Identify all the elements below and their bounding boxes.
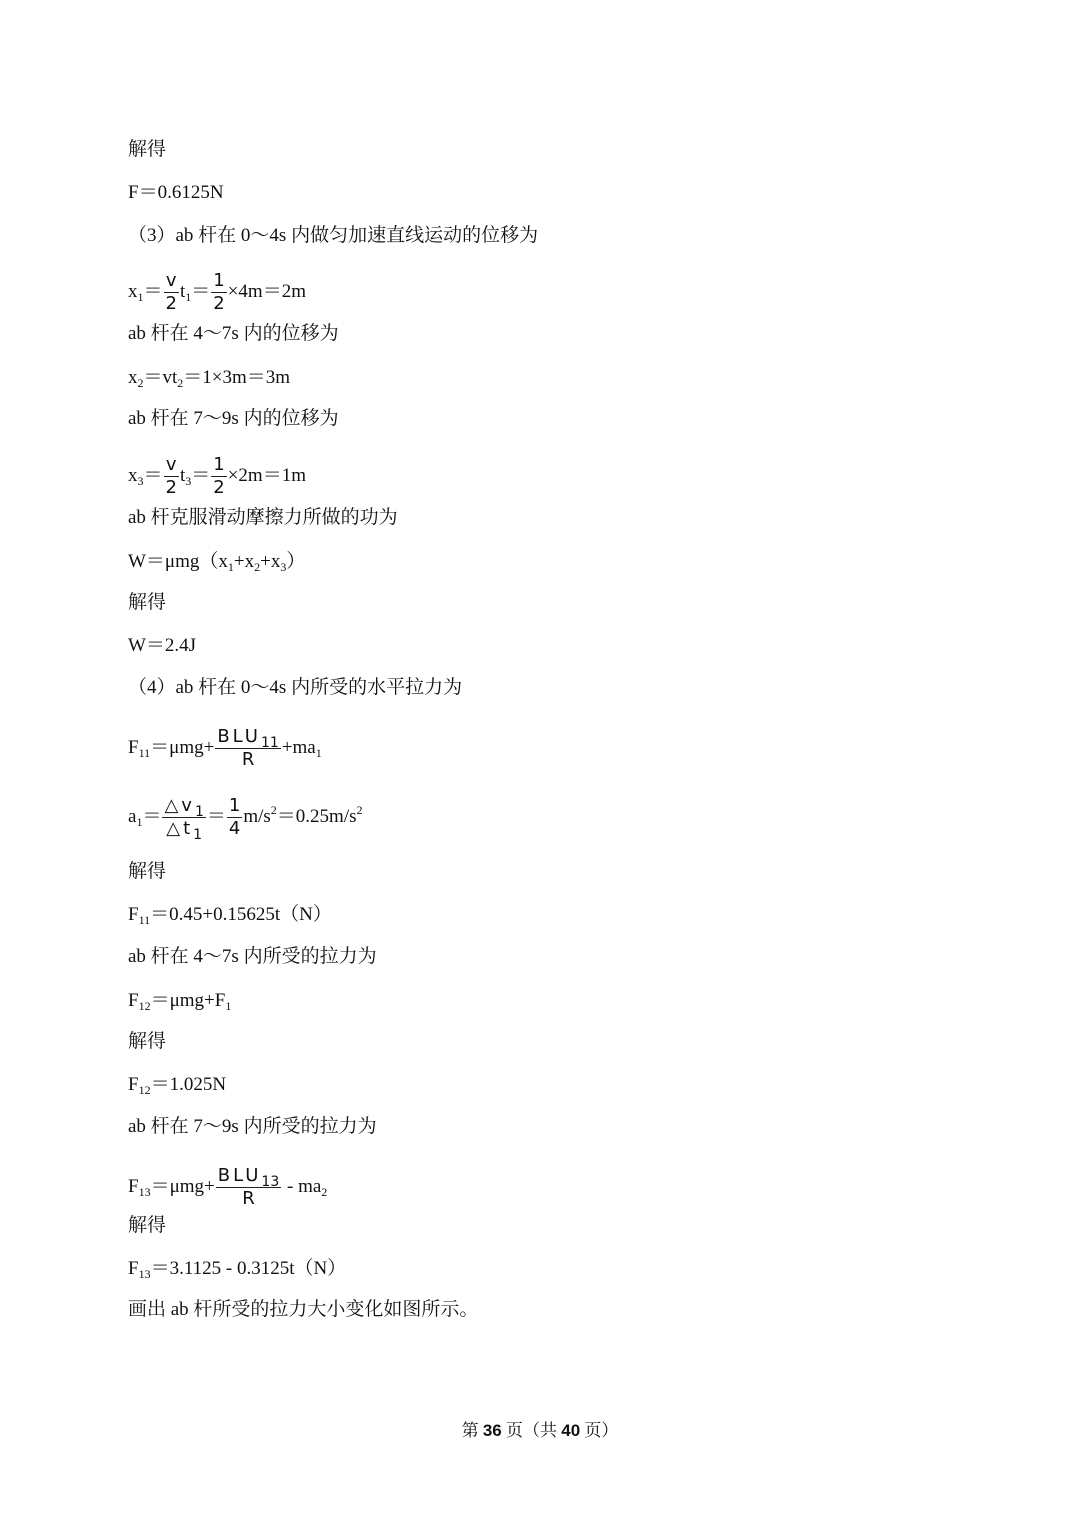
result-work: W＝2.4J (128, 635, 197, 656)
text-line-solve-2: 解得 (128, 592, 167, 613)
fraction-v-over-2: $\frac{v}{2}$ (165, 454, 177, 498)
fraction-blu13-over-r: $\frac{BLU_{13}}{R}$ (217, 1165, 280, 1209)
result-f11: $F_{11}=0.45+0.15625t(N)$ (128, 904, 332, 927)
fraction-blu11-over-r: $\frac{BLU_{11}}{R}$ (217, 726, 279, 770)
equation-f13: $F_{13}=\mu mg+$ $\frac{BLU_{13}}{R}$ - $ma_2$ (128, 1165, 328, 1209)
text-line-solve-1: 解得 (128, 139, 167, 160)
text-line-solve-5: 解得 (128, 1215, 167, 1236)
equation-f11: $F_{11}=\mu mg+$ $\frac{BLU_{11}}{R}$ $+ma_1$ (128, 726, 322, 770)
fraction-1-over-2: $\frac{1}{2}$ (213, 270, 225, 314)
page-total: 40 (561, 1421, 581, 1440)
result-force: F＝0.6125N (128, 182, 224, 203)
text-line-4-7s: ab 杆在 4～7s 内的位移为 (128, 323, 339, 344)
fraction-v-over-2: $\frac{v}{2}$ (165, 270, 177, 314)
text-line-7-9s-force: ab 杆在 7～9s 内所受的拉力为 (128, 1116, 377, 1137)
text-line-4-7s-force: ab 杆在 4～7s 内所受的拉力为 (128, 946, 377, 967)
result-f12: $F_{12}=1.025N$ (128, 1074, 227, 1097)
equation-x1: $x_1=$ $\frac{v}{2}$ $t_1=$ $\frac{1}{2}$ ×4m＝2m (128, 270, 306, 314)
text-line-solve-4: 解得 (128, 1031, 167, 1052)
equation-x2: $x_2=vt_2=1\times 3m=3m$ (128, 367, 291, 390)
page-footer: 第 36 页（共 40 页） (461, 1421, 619, 1440)
text-line-7-9s: ab 杆在 7～9s 内的位移为 (128, 408, 339, 429)
result-f13: $F_{13}=3.1125 - 0.3125t(N)$ (128, 1258, 347, 1281)
fraction-1-over-2: $\frac{1}{2}$ (213, 454, 225, 498)
text-line-conclusion: 画出 ab 杆所受的拉力大小变化如图所示。 (128, 1299, 479, 1320)
text-line-solve-3: 解得 (128, 861, 167, 882)
equation-a1: $a_1=$ $\frac{\triangle v_1}{\triangle t_1}$ ＝ $\frac{1}{4}$ $m/s^2=0.25m/s^2$ (128, 795, 363, 843)
equation-x3: $x_3=$ $\frac{v}{2}$ $t_3=$ $\frac{1}{2}$ ×2m＝1m (128, 454, 306, 498)
equation-f12: $F_{12}=\mu mg+F_1$ (128, 990, 232, 1013)
fraction-1-over-4: $\frac{1}{4}$ (228, 795, 241, 839)
section-4-heading: （4）ab 杆在 0～4s 内所受的水平拉力为 (128, 677, 463, 698)
fraction-dv-over-dt: $\frac{\triangle v_1}{\triangle t_1}$ (164, 795, 204, 843)
section-3-heading: （3）ab 杆在 0～4s 内做匀加速直线运动的位移为 (128, 225, 539, 246)
page-number: 36 (482, 1421, 502, 1440)
equation-work: $W=\mu mg(x_1+x_2+x_3)$ (128, 551, 306, 574)
text-line-friction-work: ab 杆克服滑动摩擦力所做的功为 (128, 507, 398, 528)
